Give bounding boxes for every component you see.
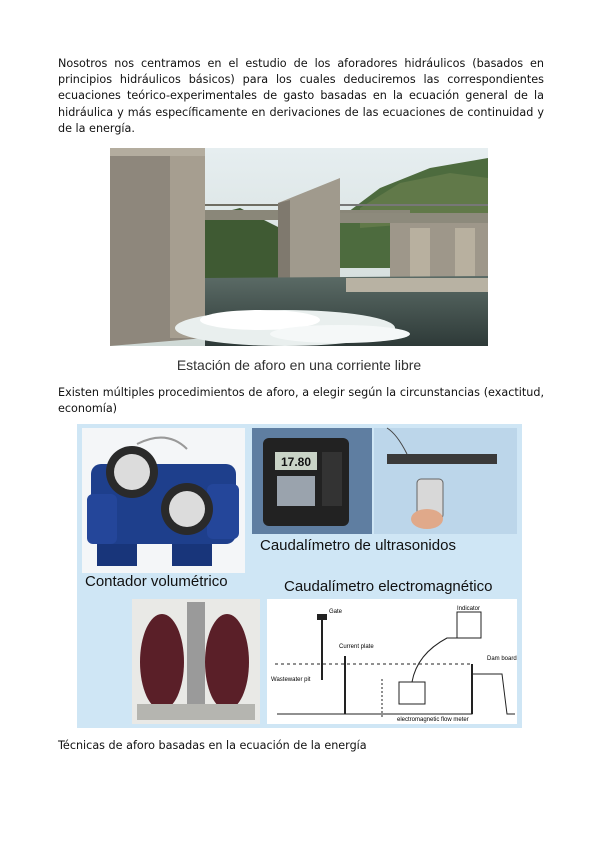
intro-paragraph: Nosotros nos centramos en el estudio de los aforadores hidráulicos (basados en principios hidráulicos básicos) para los cuales deduciremos las correspondientes ecuaciones teórico-experimentales de gasto basadas en la ecuación general de la hidráulica y más específicamente en derivaciones de las ecuaciones de continuidad y de la energía. (58, 57, 544, 135)
energy-techniques-heading: Técnicas de aforo basadas en la ecuación de la energía (58, 739, 367, 752)
ultrasonic-handheld-photo (374, 428, 517, 534)
wastewater-pit-label: Wastewater pit (271, 677, 311, 683)
ultrasonic-meter-photo (252, 428, 372, 534)
indicator-label: Indicator (457, 606, 481, 612)
flow-meters-figure (77, 424, 522, 728)
ultrasonic-label: Caudalímetro de ultrasonidos (260, 537, 456, 554)
electromagnetic-label: Caudalímetro electromagnético (284, 578, 493, 595)
dam-board-label: Dam board (487, 656, 517, 662)
electromagnetic-schematic (267, 599, 517, 724)
flow-meter-label: electromagnetic flow meter (397, 717, 469, 723)
gauging-station-photo (110, 148, 488, 346)
figure1-caption: Estación de aforo en una corriente libre (176, 357, 422, 373)
volumetric-label: Contador volumétrico (85, 573, 228, 590)
electromagnetic-meter-photo (132, 599, 260, 724)
current-plate-label: Current plate (339, 644, 374, 650)
volumetric-meter-photo (82, 428, 245, 573)
gate-label: Gate (329, 609, 343, 615)
procedures-paragraph: Existen múltiples procedimientos de aforo, a elegir según la circunstancias (exactitud, economía) (58, 386, 544, 416)
meter-display-value: 17.80 (280, 455, 312, 469)
